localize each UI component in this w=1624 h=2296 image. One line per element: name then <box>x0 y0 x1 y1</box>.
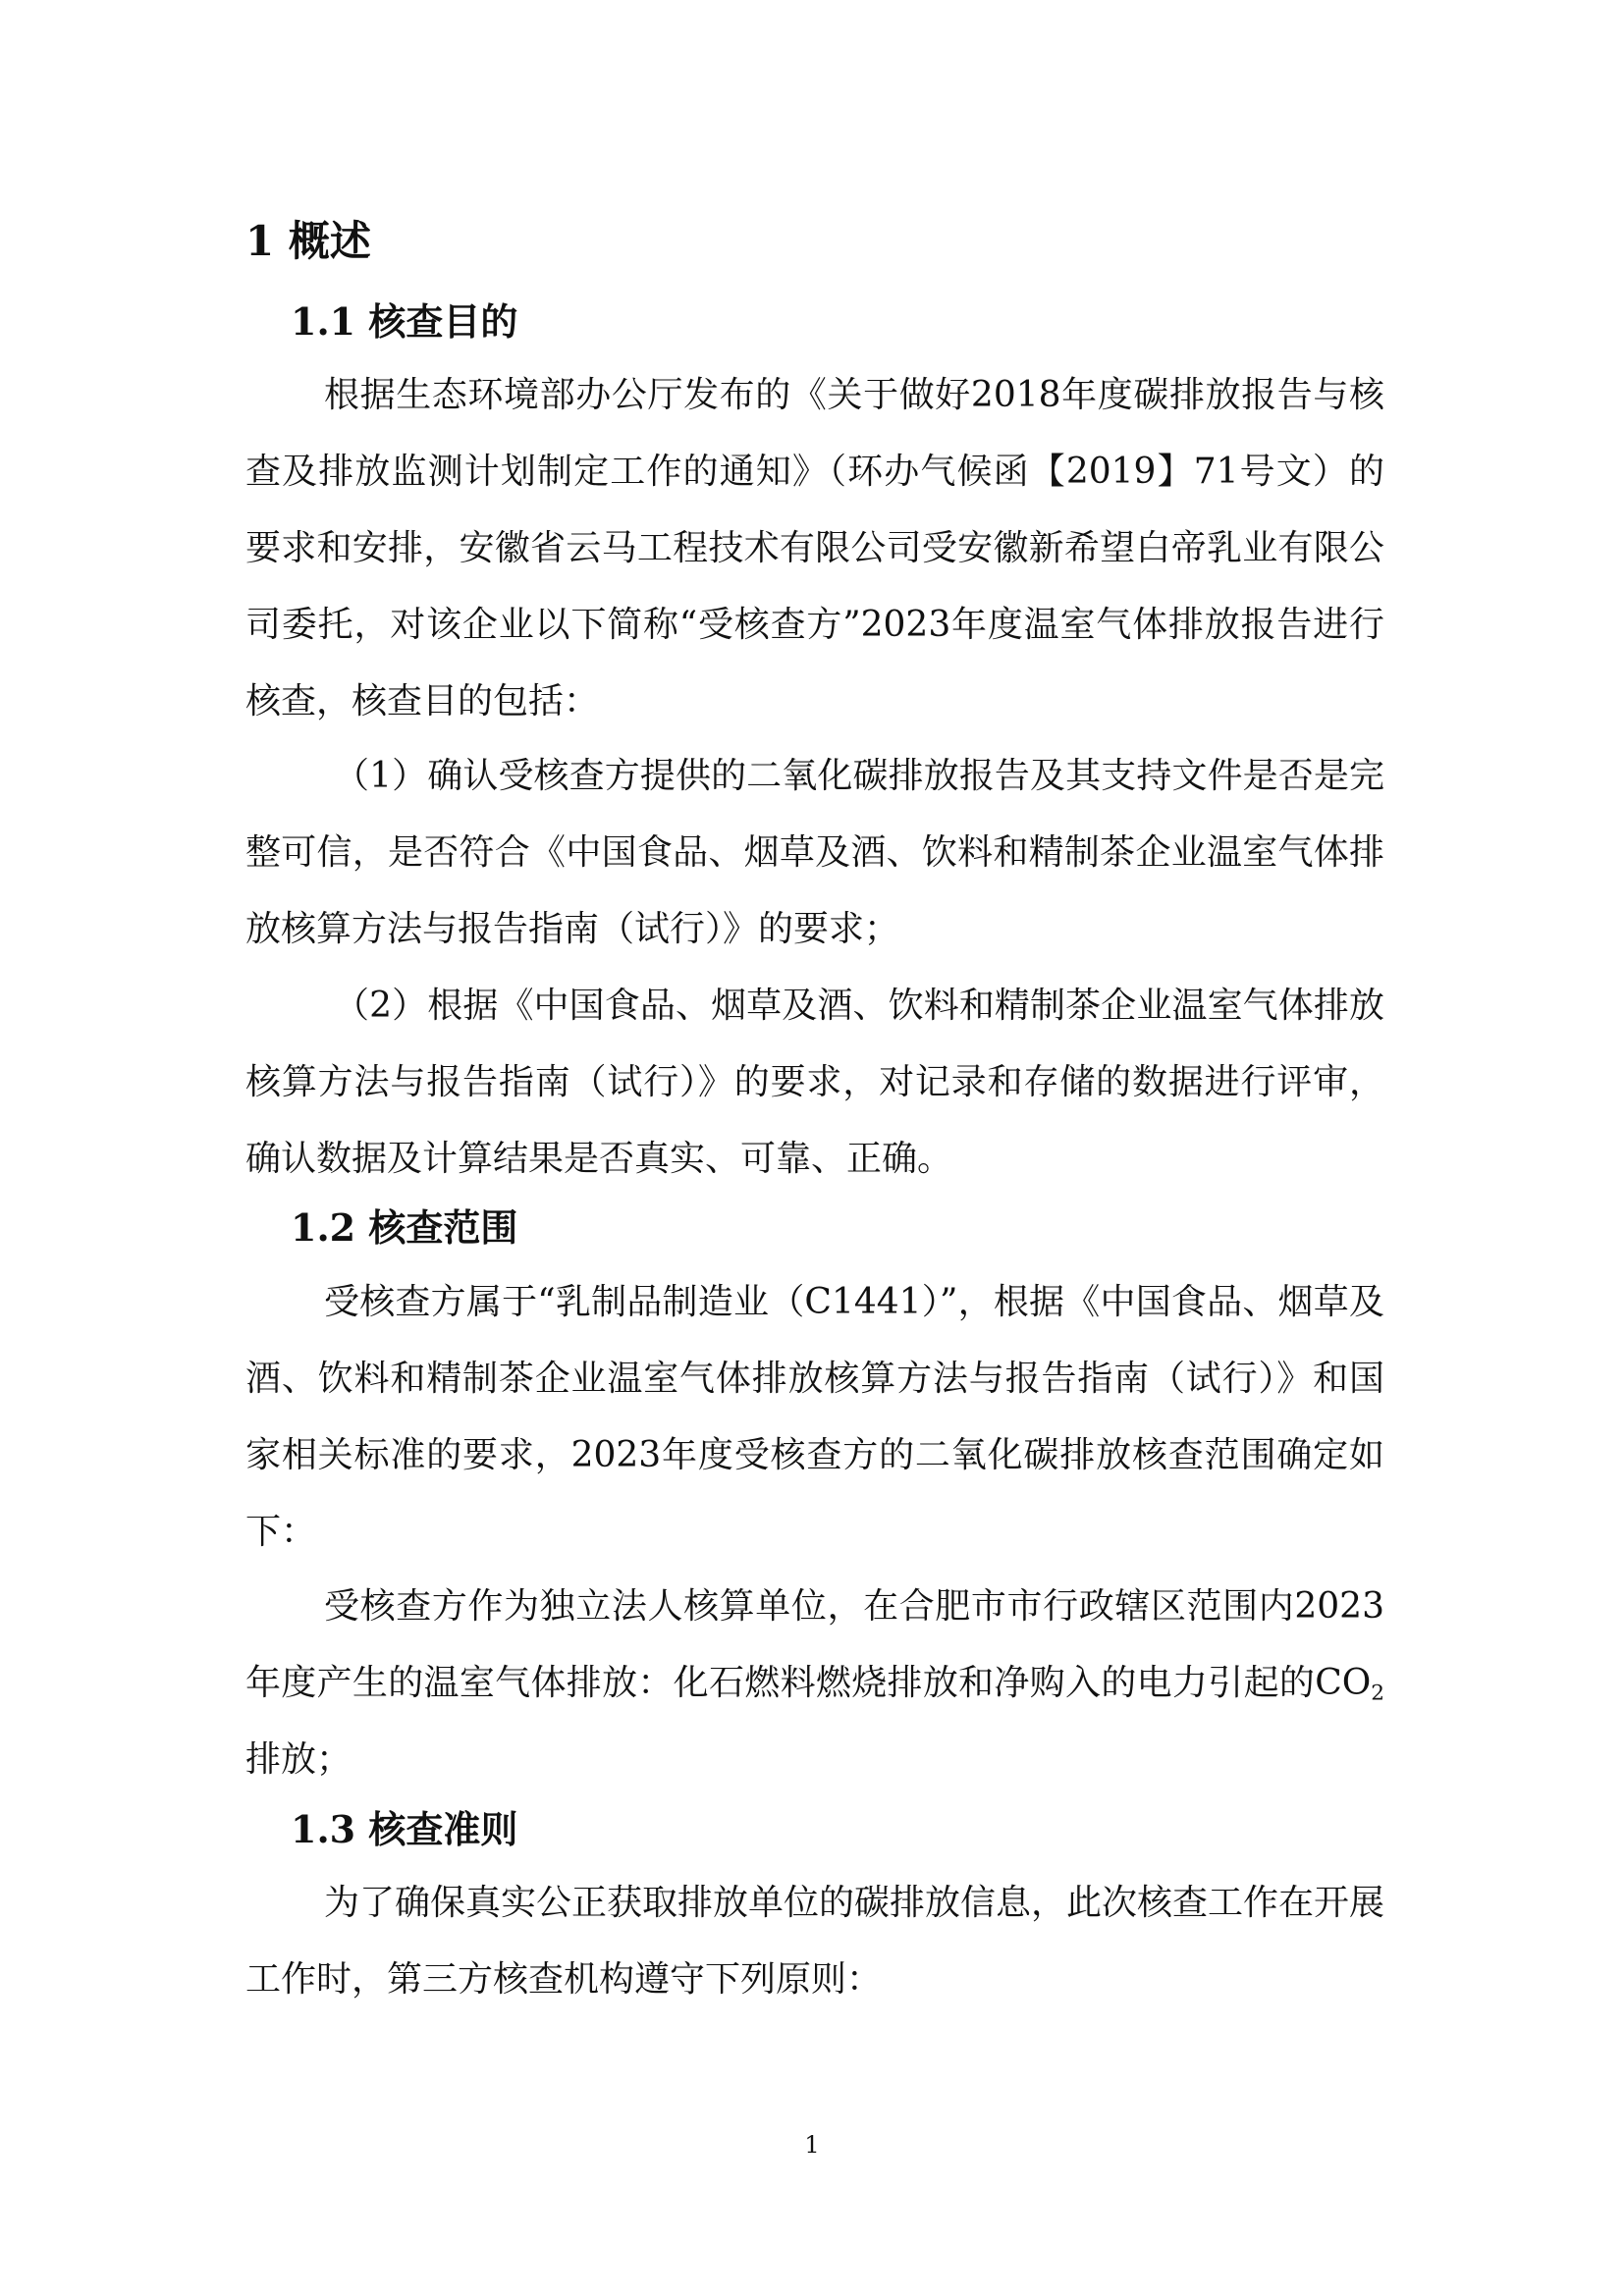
scope-definition-text: 受核查方作为独立法人核算单位，在合肥市市行政辖区范围内2023年度产生的温室气体排放：化石燃料燃烧排放和净购入的电力引起的CO <box>245 1586 1384 1703</box>
section-title-1-2: 1.2 核查范围 <box>291 1205 518 1250</box>
paragraph-purpose-item-2: （2）根据《中国食品、烟草及酒、饮料和精制茶企业温室气体排放核算方法与报告指南（试行）》的要求，对记录和存储的数据进行评审，确认数据及计算结果是否真实、可靠、正确。 <box>245 986 1384 1179</box>
chapter-title: 1 概述 <box>245 217 371 265</box>
paragraph-scope-intro: 受核查方属于“乳制品制造业（C1441）”，根据《中国食品、烟草及酒、饮料和精制茶企业温室气体排放核算方法与报告指南（试行）》和国家相关标准的要求，2023年度受核查方的二氧化碳排放核查范围确定如下： <box>245 1282 1384 1552</box>
section-title-1-3: 1.3 核查准则 <box>291 1807 518 1851</box>
paragraph-criteria-intro: 为了确保真实公正获取排放单位的碳排放信息，此次核查工作在开展工作时，第三方核查机构遵守下列原则： <box>245 1883 1385 2000</box>
paragraph-purpose-item-1: （1）确认受核查方提供的二氧化碳排放报告及其支持文件是否是完整可信，是否符合《中国食品、烟草及酒、饮料和精制茶企业温室气体排放核算方法与报告指南（试行）》的要求； <box>245 756 1384 949</box>
page-number: 1 <box>804 2131 820 2159</box>
scope-definition-tail: 排放； <box>245 1739 352 1780</box>
paragraph-scope-definition <box>245 1569 1384 1798</box>
section-title-1-1: 1.1 核查目的 <box>291 299 518 344</box>
co2-subscript: 2 <box>1371 1681 1384 1706</box>
paragraph-purpose-intro: 根据生态环境部办公厅发布的《关于做好2018年度碳排放报告与核查及排放监测计划制定工作的通知》（环办气候函【2019】71号文）的要求和安排，安徽省云马工程技术有限公司受安徽新希望白帝乳业有限公司委托，对该企业以下简称“受核查方”2023年度温室气体排放报告进行核查，核查目的包括： <box>245 375 1384 721</box>
